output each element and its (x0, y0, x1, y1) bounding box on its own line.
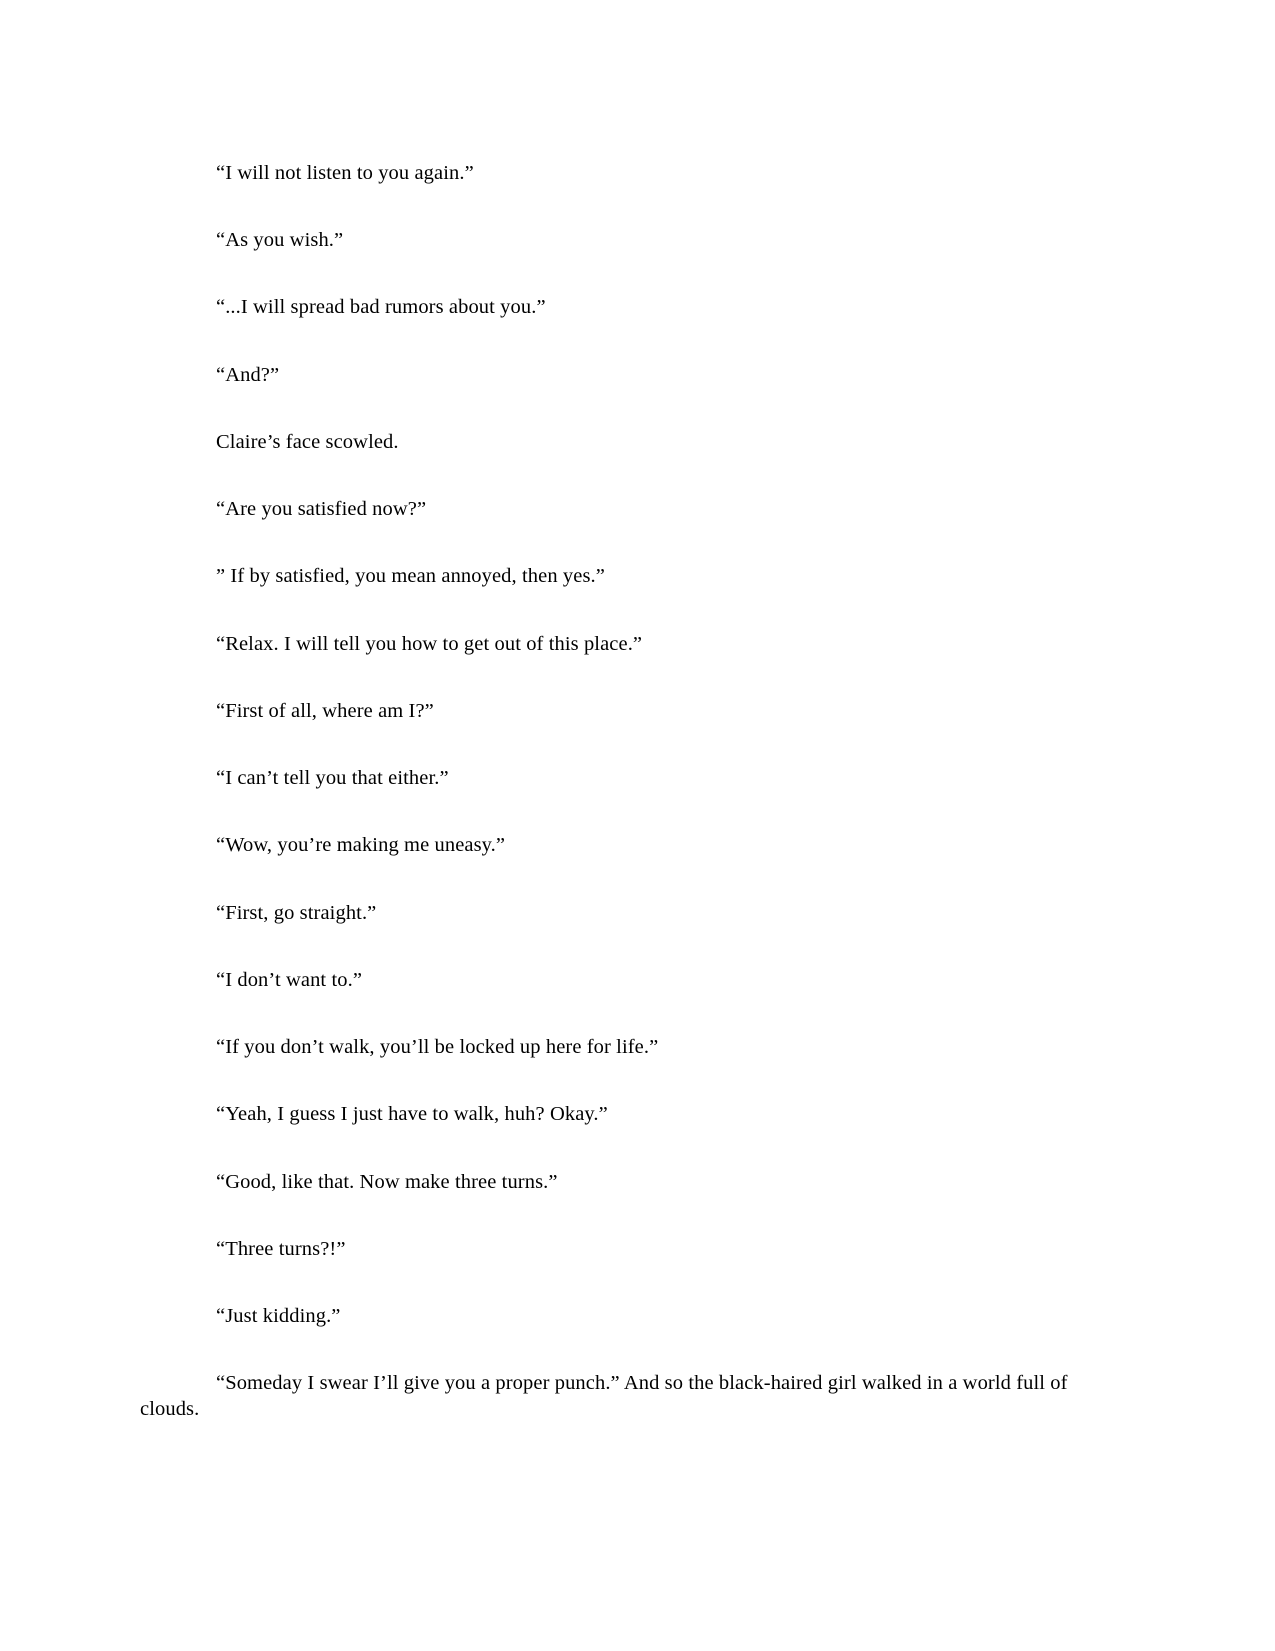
paragraph: “First, go straight.” (216, 901, 377, 924)
paragraph: “As you wish.” (216, 229, 344, 252)
paragraph: “Good, like that. Now make three turns.” (216, 1170, 558, 1193)
paragraph: ” If by satisfied, you mean annoyed, then yes.” (216, 565, 605, 588)
paragraph: “I don’t want to.” (216, 968, 363, 991)
paragraph: “I can’t tell you that either.” (216, 767, 449, 790)
paragraph: “First of all, where am I?” (216, 699, 434, 722)
paragraph: “Yeah, I guess I just have to walk, huh? Okay.” (216, 1103, 608, 1126)
paragraph: “If you don’t walk, you’ll be locked up here for life.” (216, 1036, 659, 1059)
paragraph: “I will not listen to you again.” (216, 162, 474, 184)
paragraph: “Just kidding.” (216, 1304, 341, 1327)
paragraph: “...I will spread bad rumors about you.” (216, 296, 546, 319)
paragraph: “Someday I swear I’ll give you a proper punch.” And so the black-haired girl walked in a world full of clouds. (140, 1372, 1068, 1421)
paragraph: “Wow, you’re making me uneasy.” (216, 834, 506, 857)
paragraph: “Are you satisfied now?” (216, 498, 427, 521)
paragraph: “And?” (216, 363, 280, 386)
paragraph: “Three turns?!” (216, 1237, 346, 1260)
paragraph: Claire’s face scowled. (216, 430, 399, 453)
paragraph: “Relax. I will tell you how to get out of this place.” (216, 632, 643, 655)
document-text-body (140, 160, 1090, 1423)
